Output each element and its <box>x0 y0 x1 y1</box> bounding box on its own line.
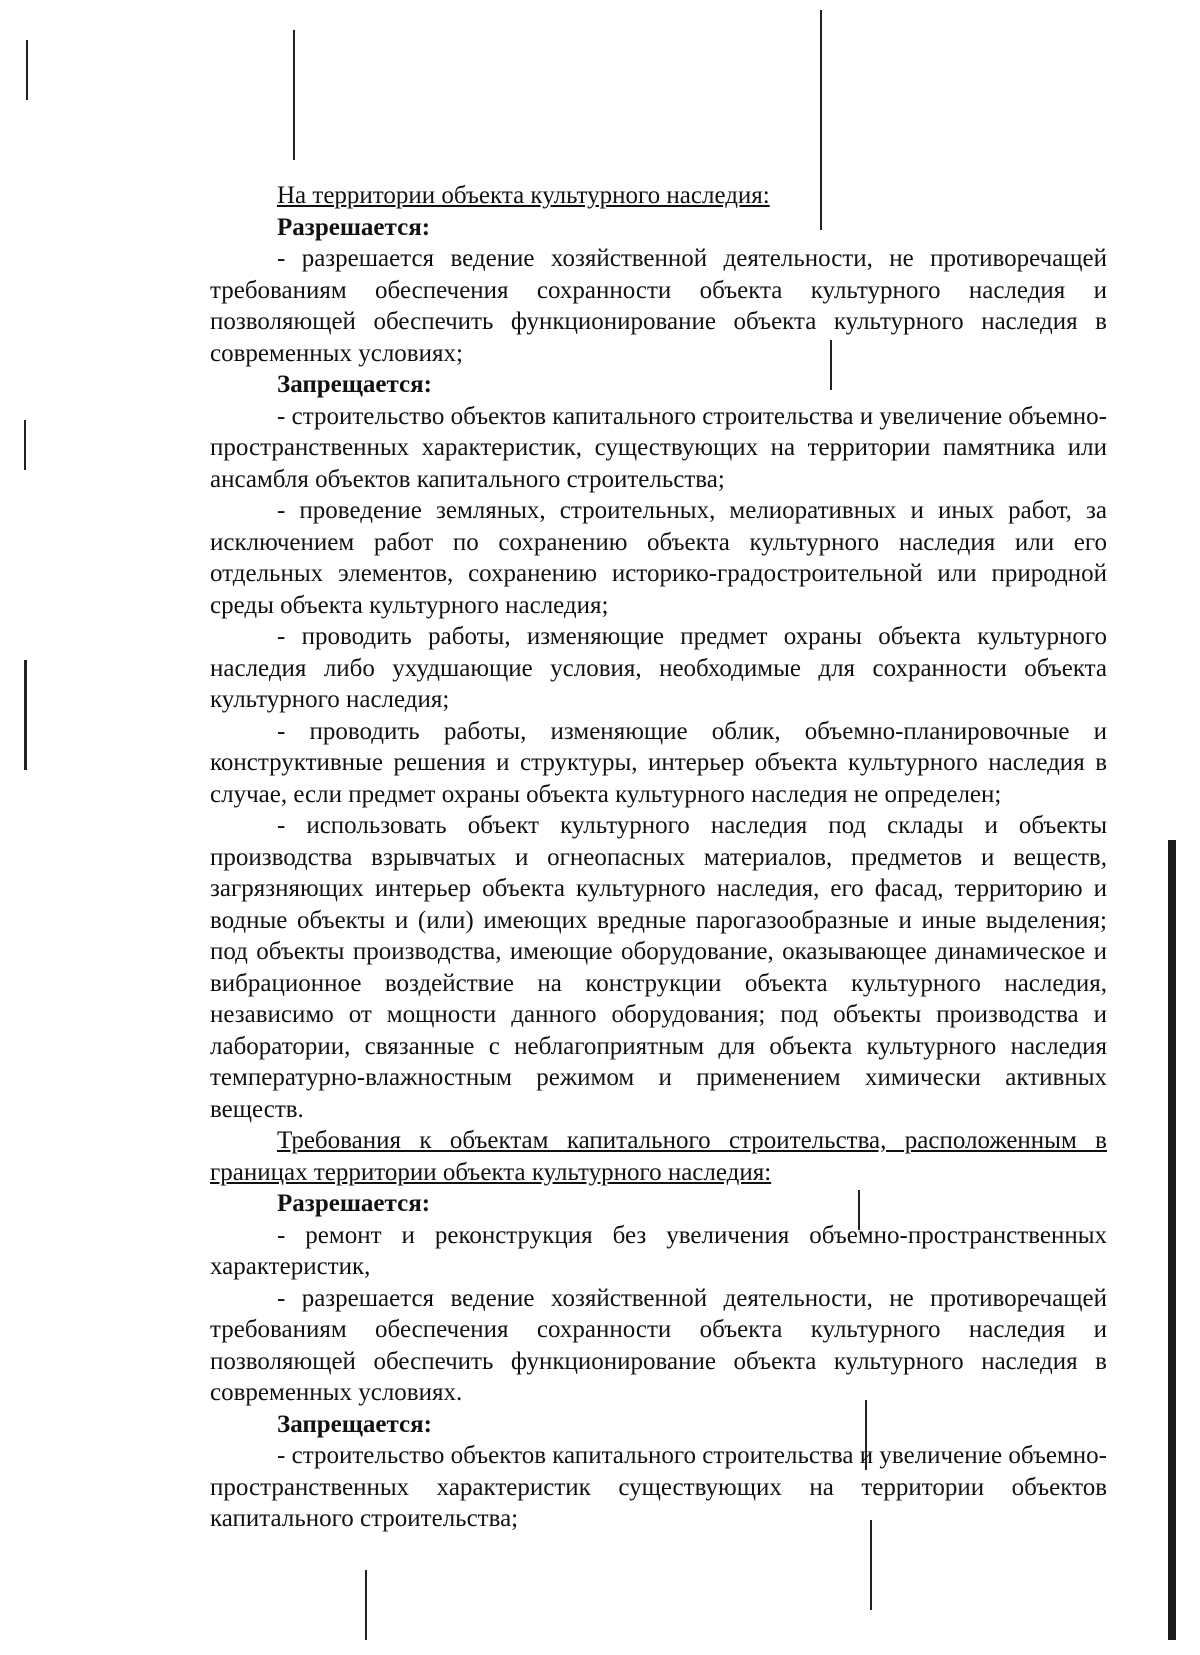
paragraph: - проводить работы, изменяющие облик, объемно-планировочные и конструктивные решения и структуры, интерьер объекта культурного наследия в случае, если предмет охраны объекта культурного наследия не определен; <box>210 717 1107 808</box>
paragraph: - разрешается ведение хозяйственной деятельности, не противоречащей требованиям обеспечения сохранности объекта культурного наследия и позволяющей обеспечить функционирование объекта культурного наследия в современных условиях. <box>210 1284 1107 1406</box>
paragraph: - ремонт и реконструкция без увеличения объемно-пространственных характеристик, <box>210 1221 1107 1280</box>
forbidden-label: Запрещается: <box>277 1410 433 1438</box>
scan-artifact-line <box>293 30 295 160</box>
paragraph: - проведение земляных, строительных, мелиоративных и иных работ, за исключением работ по сохранению объекта культурного наследия или его отдельных элементов, сохранению историко-градостроительной или природной среды объекта культурного наследия; <box>210 497 1107 619</box>
section-heading-text: Требования к объектам капитального строительства, расположенным в границах территории объекта культурного наследия: <box>210 1127 1107 1186</box>
scan-artifact-line <box>24 660 27 770</box>
scan-artifact-line <box>24 420 26 470</box>
paragraph: - строительство объектов капитального строительства и увеличение объемно-пространственных характеристик, существующих на территории памятника или ансамбля объектов капитального строительства; <box>210 402 1107 493</box>
allowed-label: Разрешается: <box>277 1190 431 1217</box>
scan-artifact-line <box>365 1570 367 1640</box>
paragraph: - использовать объект культурного наследия под склады и объекты производства взрывчатых и огнеопасных материалов, предметов и веществ, загрязняющих интерьер объекта культурного наследия, его фасад, территорию и водные объекты и (или) имеющих вредные парогазообразные и иные выделения; под объекты производства, имеющие оборудование, оказывающее динамическое и вибрационное воздействие на конструкции объекта культурного наследия, независимо от мощности данного оборудования; под объекты производства и лаборатории, связанные с неблагоприятным для объекта культурного наследия температурно-влажностным режимом и применением химически активных веществ. <box>210 812 1107 1123</box>
section-heading <box>210 1125 1107 1188</box>
paragraph: - проводить работы, изменяющие предмет охраны объекта культурного наследия либо ухудшающие условия, необходимые для сохранности объекта культурного наследия; <box>210 623 1107 713</box>
paragraph: - строительство объектов капитального строительства и увеличение объемно-пространственных характеристик существующих на территории объектов капитального строительства; <box>210 1442 1107 1532</box>
paragraph: - разрешается ведение хозяйственной деятельности, не противоречащей требованиям обеспечения сохранности объекта культурного наследия и позволяющей обеспечить функционирование объекта культурного наследия в современных условиях; <box>210 245 1107 367</box>
scan-artifact-line <box>26 40 28 100</box>
document-body <box>210 180 1107 1535</box>
forbidden-label: Запрещается: <box>277 371 433 398</box>
scan-edge-bar <box>1168 840 1176 1640</box>
section-heading: На территории объекта культурного наследия: <box>277 182 770 209</box>
allowed-label: Разрешается: <box>277 213 431 241</box>
